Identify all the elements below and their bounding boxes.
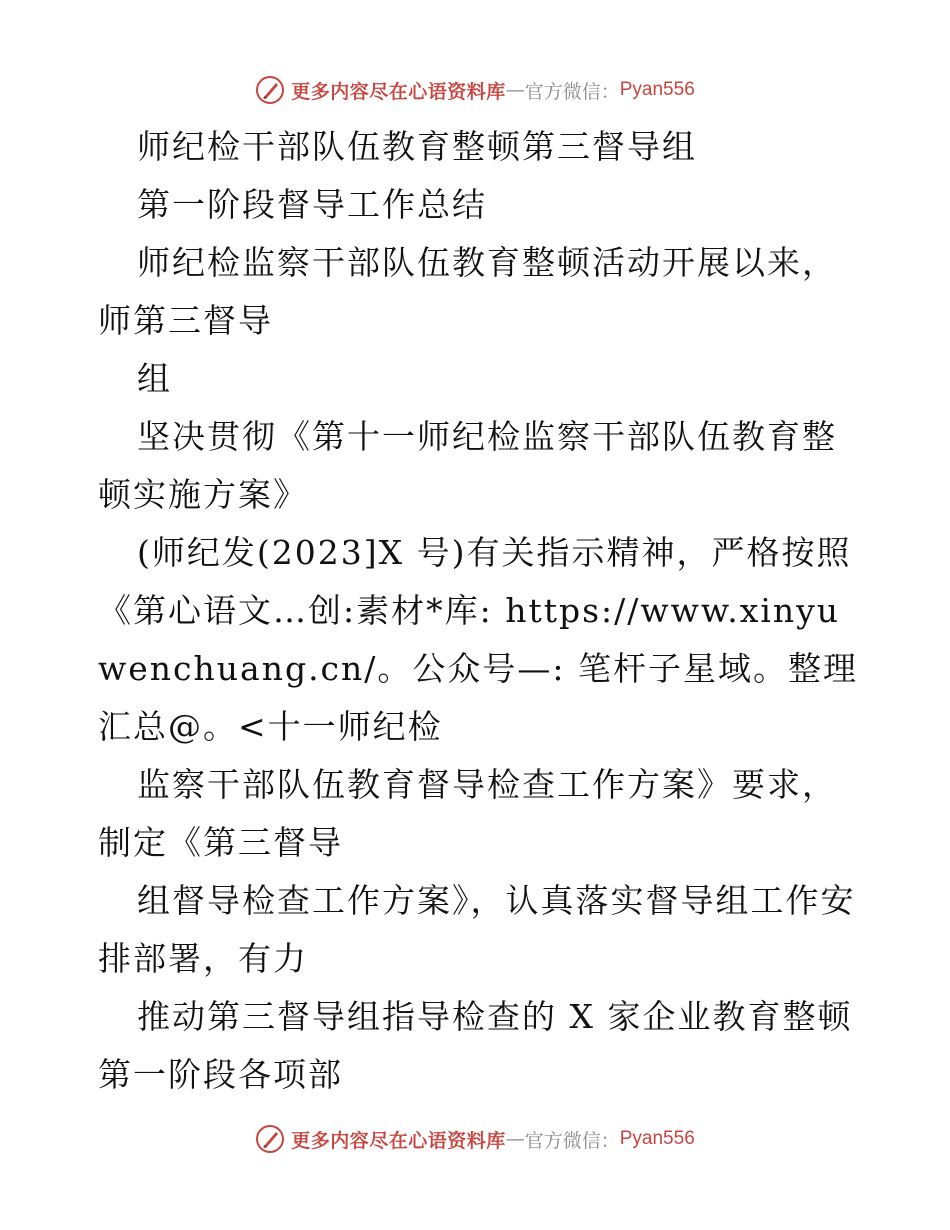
- watermark-brand: 更多内容尽在心语资料库: [291, 80, 506, 103]
- watermark-official-label: 官方微信：: [524, 80, 620, 103]
- watermark-account: Pyan556: [619, 79, 695, 100]
- paragraph: 监察干部队伍教育督导检查工作方案》要求，制定《第三督导: [98, 765, 837, 862]
- paragraph: 师纪检监察干部队伍教育整顿活动开展以来，师第三督导: [98, 243, 837, 340]
- quill-pen-logo-icon: [255, 75, 285, 105]
- footer-watermark: [0, 1122, 950, 1156]
- watermark-official-label: 官方微信：: [524, 1129, 620, 1152]
- watermark-separator: —: [505, 79, 525, 101]
- watermark-account: Pyan556: [619, 1128, 695, 1149]
- watermark-brand: 更多内容尽在心语资料库: [291, 1129, 506, 1152]
- watermark-separator: —: [505, 1128, 525, 1150]
- paragraph: 组: [137, 359, 172, 398]
- document-title: 师纪检干部队伍教育整顿第三督导组: [137, 127, 697, 166]
- header-watermark: [0, 73, 950, 107]
- paragraph: (师纪发(2023]X 号)有关指示精神，严格按照《第心语文…创:素材*库: https://www.xinyuwenchuang.cn/。公众号—: 笔杆子星域。整理汇总@。<十一师纪检: [98, 533, 859, 746]
- document-subtitle: 第一阶段督导工作总结: [137, 185, 487, 224]
- quill-pen-logo-icon: [255, 1124, 285, 1154]
- paragraph: 组督导检查工作方案》，认真落实督导组工作安排部署，有力: [98, 881, 856, 978]
- document-body: [98, 118, 868, 1104]
- paragraph: 推动第三督导组指导检查的 X 家企业教育整顿第一阶段各项部: [98, 997, 853, 1094]
- paragraph: 坚决贯彻《第十一师纪检监察干部队伍教育整顿实施方案》: [98, 417, 837, 514]
